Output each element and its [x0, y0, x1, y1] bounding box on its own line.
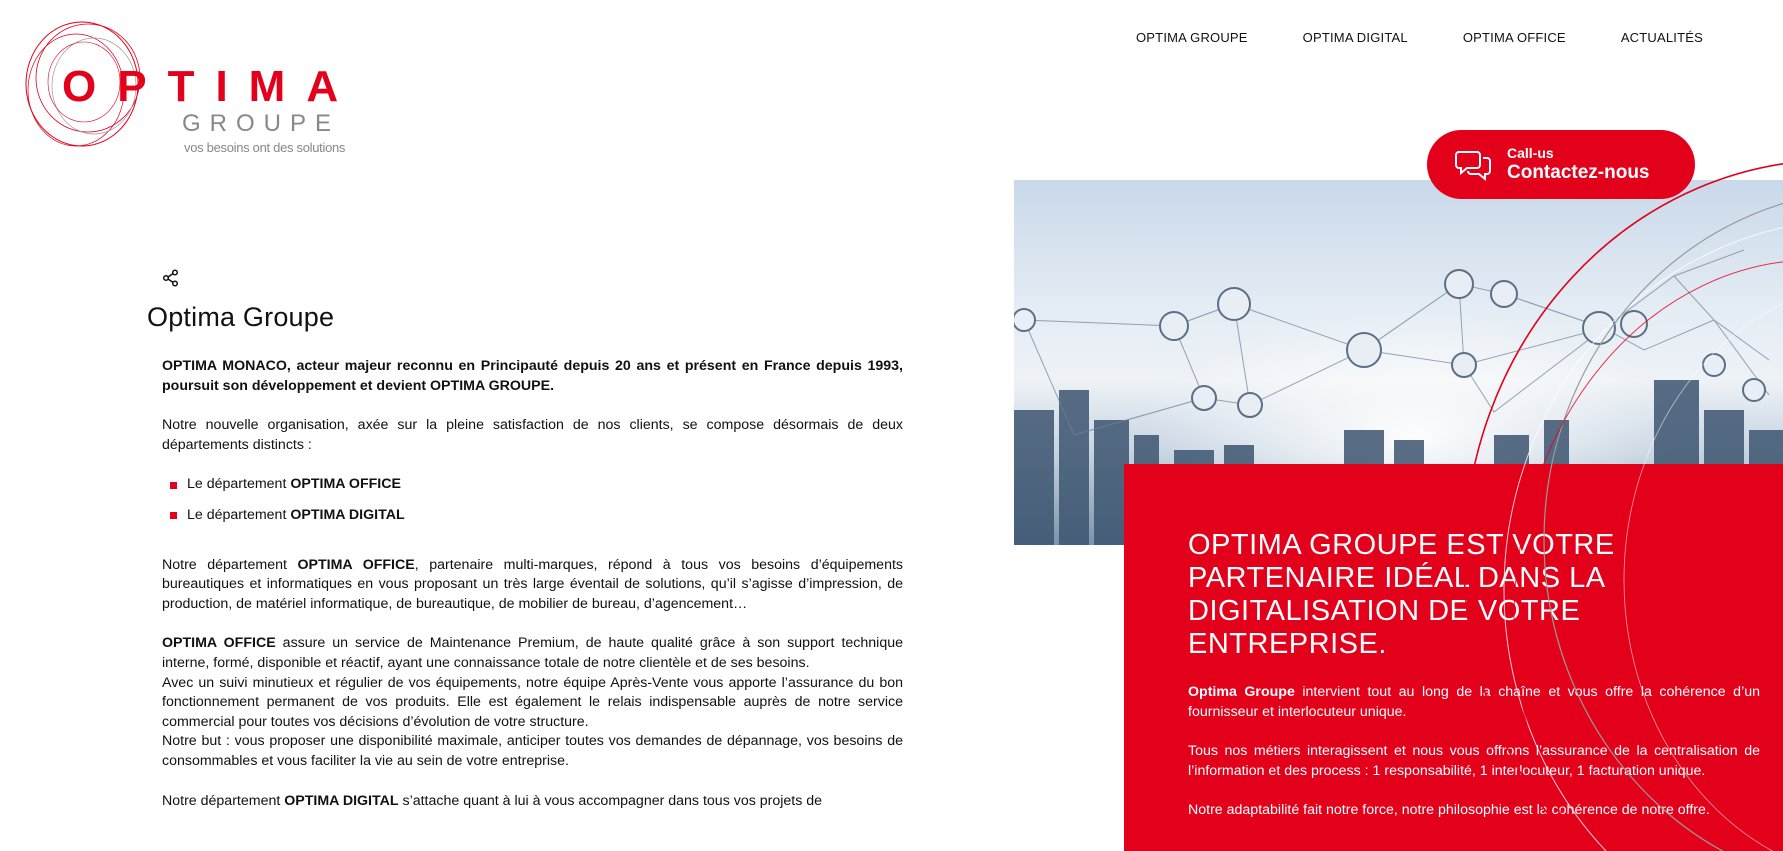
- list-item: Le département OPTIMA OFFICE: [170, 475, 903, 495]
- site-logo[interactable]: [14, 20, 364, 160]
- contact-button-text: [1507, 145, 1650, 185]
- page-title: Optima Groupe: [147, 302, 335, 332]
- contact-label: Contactez-nous: [1507, 161, 1650, 183]
- department-list: [170, 475, 903, 525]
- nav-optima-office[interactable]: OPTIMA OFFICE: [1462, 30, 1566, 45]
- logo-wordmark: OPTIMA: [62, 62, 360, 111]
- list-item: Le département OPTIMA DIGITAL: [170, 506, 903, 526]
- followup-paragraph: Avec un suivi minutieux et régulier de vos équipements, notre équipe Après-Vente vous apporte l’assurance du bon fonctionnement permanent de vos produits. Elle est également le relais indispensable auprès de notre service commercial pour toutes vos décisions d’évolution de votre structure.: [162, 674, 903, 730]
- panel-paragraph-1: Optima Groupe intervient tout au long de la chaîne et vous offre la cohérence d’un fournisseur et interlocuteur unique.: [1188, 684, 1760, 720]
- intro-paragraph: Notre nouvelle organisation, axée sur la pleine satisfaction de nos clients, se compose désormais de deux départements distincts :: [162, 417, 903, 453]
- goal-paragraph: Notre but : vous proposer une disponibilité maximale, anticiper toutes vos demandes de dépannage, vos besoins de consommables et vous faciliter la vie au sein de votre entreprise.: [162, 733, 903, 769]
- contact-button[interactable]: [1427, 130, 1695, 199]
- panel-paragraph-2: Tous nos métiers interagissent et nous vous offrons l’assurance de la centralisation de l’information et des process : 1 responsabilité, 1 interlocuteur, 1 facturation unique.: [1188, 743, 1760, 779]
- chat-icon: [1455, 148, 1491, 182]
- maintenance-paragraph: OPTIMA OFFICE assure un service de Maintenance Premium, de haute qualité grâce à son support technique interne, formé, disponible et réactif, ayant une connaissance totale de notre clientèle et de ses besoins.: [162, 635, 903, 671]
- main-content: [162, 357, 903, 811]
- main-nav: [1136, 30, 1703, 45]
- call-us-label: Call-us: [1507, 144, 1554, 161]
- logo-subtitle: GROUPE: [182, 110, 341, 137]
- digital-paragraph: Notre département OPTIMA DIGITAL s’attache quant à lui à vous accompagner dans tous vos projets de: [162, 792, 823, 809]
- panel-content: [1188, 529, 1760, 841]
- logo-tagline: vos besoins ont des solutions: [184, 140, 346, 155]
- nav-optima-digital[interactable]: OPTIMA DIGITAL: [1302, 30, 1408, 45]
- panel-title: OPTIMA GROUPE EST VOTRE PARTENAIRE IDÉAL DANS LA DIGITALISATION DE VOTRE ENTREPRISE.: [1188, 529, 1615, 660]
- panel-paragraph-3: Notre adaptabilité fait notre force, notre philosophie est la cohérence de notre offre.: [1188, 802, 1710, 819]
- share-icon[interactable]: [162, 269, 180, 287]
- nav-actualites[interactable]: ACTUALITÉS: [1620, 30, 1703, 45]
- lead-paragraph: OPTIMA MONACO, acteur majeur reconnu en Principauté depuis 20 ans et présent en France depuis 1993, poursuit son développement et devient OPTIMA GROUPE.: [162, 358, 903, 394]
- nav-optima-groupe[interactable]: OPTIMA GROUPE: [1136, 30, 1248, 45]
- office-paragraph: Notre département OPTIMA OFFICE, partenaire multi-marques, répond à tous vos besoins d’équipements bureautiques et informatiques en vous proposant un très large éventail de solutions, qu’il s’agisse d’impression, de production, de matériel informatique, de bureautique, de mobilier de bureau, d’agencement…: [162, 556, 903, 612]
